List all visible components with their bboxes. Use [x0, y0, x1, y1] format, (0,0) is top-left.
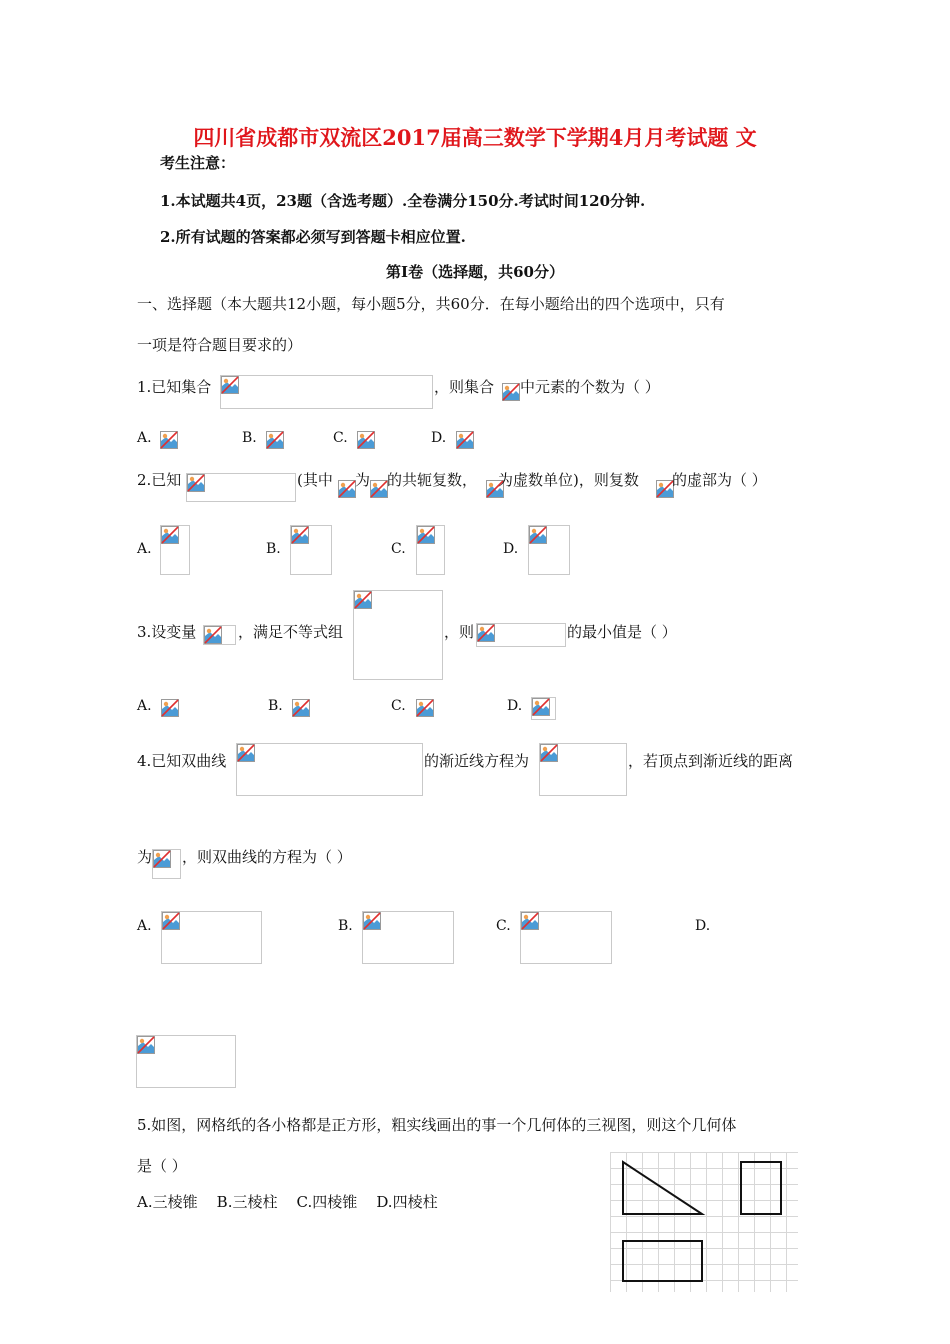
q2-text-2: 为 — [355, 471, 371, 489]
broken-image-icon — [354, 591, 372, 609]
q1-text-post: 中元素的个数为（ ） — [520, 378, 660, 396]
broken-image-icon — [357, 431, 375, 449]
q1-text-mid: ，则集合 — [434, 378, 495, 396]
q3-option-a-label: A. — [137, 698, 152, 714]
broken-image-icon — [540, 744, 558, 762]
broken-image-icon — [521, 912, 539, 930]
broken-image-icon — [266, 431, 284, 449]
notice-item-2: 2.所有试题的答案都必须写到答题卡相应位置. — [160, 228, 466, 246]
q4-option-a-label: A. — [137, 918, 152, 934]
broken-image-icon — [292, 699, 310, 717]
q4-option-d-label: D. — [695, 918, 711, 934]
q2-option-d-image — [528, 525, 570, 575]
three-view-figure — [610, 1152, 798, 1292]
broken-image-icon — [416, 699, 434, 717]
broken-image-icon — [417, 526, 435, 544]
q4-option-c-label: C. — [496, 918, 511, 934]
q4-text-2: ，若顶点到渐近线的距离 — [628, 752, 794, 770]
q3-inequality-system-image — [353, 590, 443, 680]
section-title: 第Ⅰ卷（选择题，共60分） — [386, 263, 564, 281]
q4-option-a-image — [161, 911, 262, 964]
q2-symbol-image-2 — [370, 480, 386, 498]
q4-option-c-image — [520, 911, 612, 964]
q4-text-4: ，则双曲线的方程为（ ） — [182, 848, 352, 866]
three-view-drawing — [610, 1152, 798, 1292]
q5-text-line1: 5.如图，网格纸的各小格都是正方形，粗实线画出的事一个几何体的三视图，则这个几何体 — [137, 1116, 737, 1134]
q1-option-c-label: C. — [333, 430, 348, 446]
q1-set-image — [220, 375, 433, 409]
q2-symbol-image-1 — [338, 480, 354, 498]
part1-instruction-line2: 一项是符合题目要求的） — [137, 336, 303, 354]
q2-option-c-label: C. — [391, 541, 406, 557]
q2-option-b-image — [290, 525, 332, 575]
q4-asymptote-image — [539, 743, 627, 796]
broken-image-icon — [338, 480, 356, 498]
q5-options: A.三棱锥 B.三棱柱 C.四棱锥 D.四棱柱 — [137, 1193, 438, 1211]
broken-image-icon — [161, 699, 179, 717]
q1-option-a-label: A. — [137, 430, 152, 446]
broken-image-icon — [363, 912, 381, 930]
broken-image-icon — [153, 850, 171, 868]
q3-option-b-label: B. — [268, 698, 283, 714]
broken-image-icon — [237, 744, 255, 762]
q3-option-d-image — [531, 697, 556, 720]
q2-text-4: 为虚数单位)，则复数 — [498, 471, 639, 489]
broken-image-icon — [477, 624, 495, 642]
q2-option-c-image — [416, 525, 445, 575]
q1-option-d-label: D. — [431, 430, 447, 446]
q3-option-c-label: C. — [391, 698, 406, 714]
broken-image-icon — [187, 474, 205, 492]
broken-image-icon — [221, 376, 239, 394]
q4-text-pre: 4.已知双曲线 — [137, 752, 227, 770]
q2-equation-image — [186, 473, 296, 502]
q2-text-1: (其中 — [297, 471, 333, 489]
q4-option-d-image — [136, 1035, 236, 1088]
q1-option-b-label: B. — [242, 430, 257, 446]
broken-image-icon — [161, 526, 179, 544]
broken-image-icon — [204, 626, 222, 644]
q2-symbol-image-4 — [656, 480, 672, 498]
q2-text-pre: 2.已知 — [137, 471, 182, 489]
broken-image-icon — [137, 1036, 155, 1054]
q4-hyperbola-image — [236, 743, 423, 796]
q4-text-3: 为 — [137, 848, 153, 866]
q3-text-2: ，则 — [444, 623, 475, 641]
side-view-rectangle — [741, 1162, 781, 1214]
q2-text-3: 的共轭复数， — [387, 471, 478, 489]
notice-heading: 考生注意： — [160, 154, 236, 172]
q4-option-b-image — [362, 911, 454, 964]
q3-text-1: ，满足不等式组 — [238, 623, 344, 641]
top-view-rectangle — [623, 1241, 702, 1281]
q3-objective-image — [476, 623, 566, 647]
q2-symbol-image-3 — [486, 480, 498, 498]
q3-option-a-image — [161, 699, 177, 719]
q1-option-a-image — [160, 431, 178, 449]
q5-text-line2: 是（ ） — [137, 1157, 187, 1175]
q4-distance-image — [152, 849, 181, 879]
q3-text-pre: 3.设变量 — [137, 623, 197, 641]
q3-option-d-label: D. — [507, 698, 523, 714]
q2-option-a-image — [160, 525, 190, 575]
broken-image-icon — [162, 912, 180, 930]
q4-option-b-label: B. — [338, 918, 353, 934]
broken-image-icon — [370, 480, 388, 498]
q1-option-b-image — [266, 431, 284, 449]
document-title: 四川省成都市双流区2017届高三数学下学期4月月考试题 文 — [193, 125, 757, 150]
q2-option-d-label: D. — [503, 541, 519, 557]
front-view-triangle — [623, 1162, 702, 1214]
notice-item-1: 1.本试题共4页，23题（含选考题）.全卷满分150分.考试时间120分钟. — [160, 192, 646, 210]
broken-image-icon — [291, 526, 309, 544]
q2-option-b-label: B. — [266, 541, 281, 557]
broken-image-icon — [529, 526, 547, 544]
q3-variables-image — [203, 625, 236, 645]
broken-image-icon — [160, 431, 178, 449]
q2-option-a-label: A. — [137, 541, 152, 557]
q1-option-d-image — [456, 431, 474, 449]
broken-image-icon — [502, 383, 520, 401]
q4-text-1: 的渐近线方程为 — [424, 752, 530, 770]
q3-option-c-image — [416, 699, 432, 719]
q3-text-3: 的最小值是（ ） — [567, 623, 677, 641]
q1-text-pre: 1.已知集合 — [137, 378, 212, 396]
broken-image-icon — [532, 698, 550, 716]
q3-option-b-image — [292, 699, 308, 719]
q1-option-c-image — [357, 431, 375, 449]
part1-instruction-line1: 一、选择题（本大题共12小题，每小题5分，共60分．在每小题给出的四个选项中，只有 — [137, 295, 725, 313]
broken-image-icon — [456, 431, 474, 449]
q1-set-symbol-image — [502, 383, 520, 401]
q2-text-5: 的虚部为（ ） — [672, 471, 767, 489]
